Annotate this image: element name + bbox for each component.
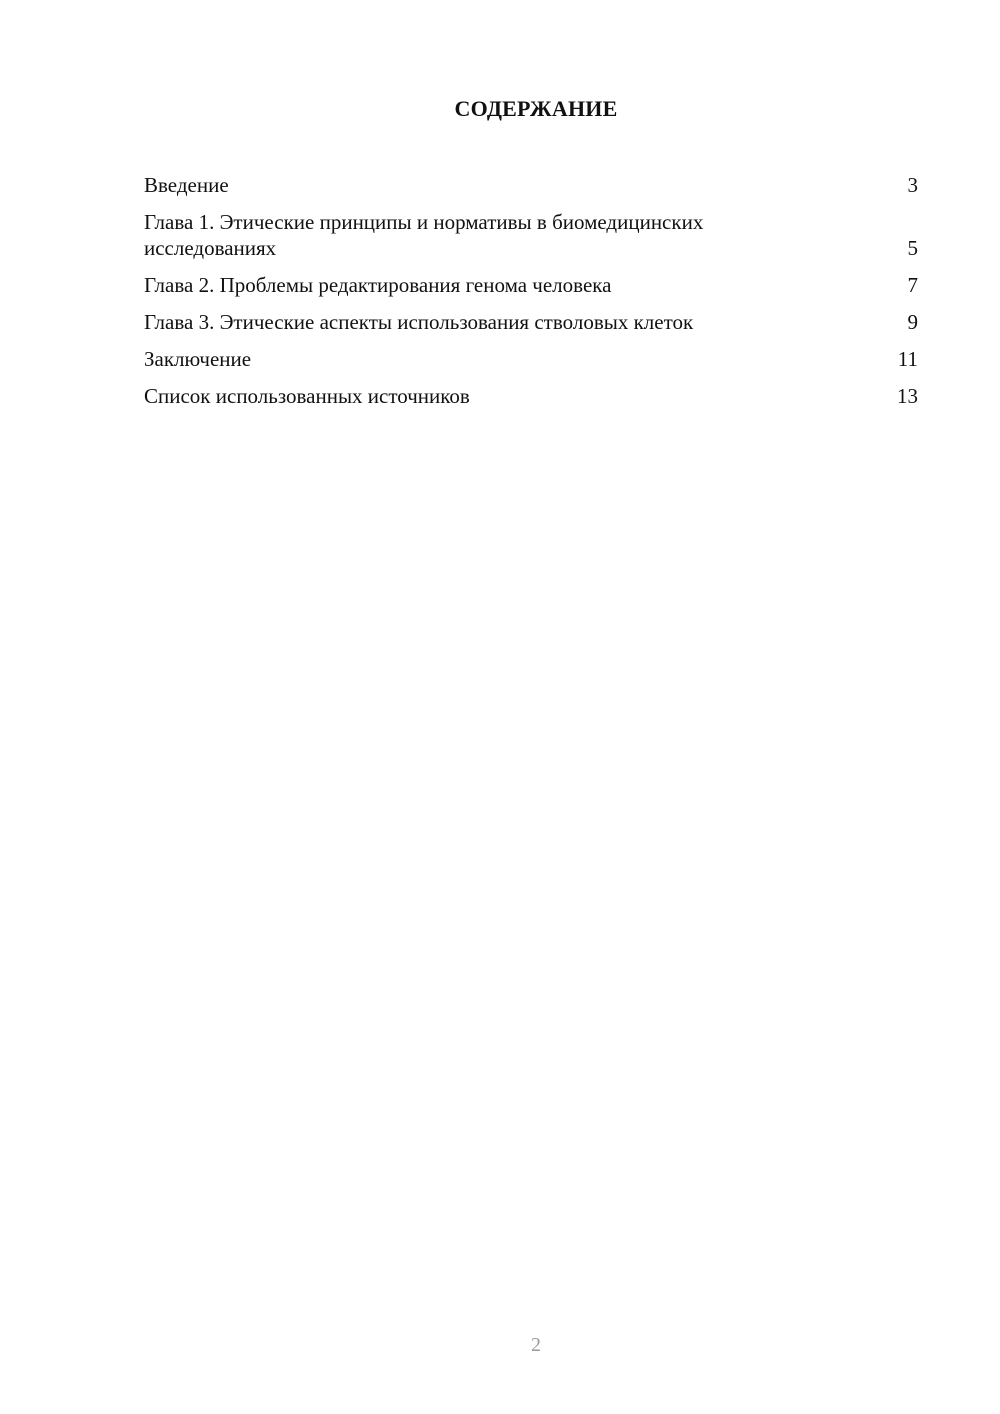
page-title: СОДЕРЖАНИЕ xyxy=(454,96,618,121)
toc-entry-chapter-2 xyxy=(144,272,918,298)
toc-entry-label: Список использованных источников xyxy=(144,384,470,408)
toc-entry-page: 3 xyxy=(907,173,918,197)
page-number: 2 xyxy=(531,1334,541,1356)
toc-entry-page: 11 xyxy=(897,347,918,371)
toc-entry-conclusion xyxy=(144,346,918,372)
toc-entry-page: 13 xyxy=(897,384,918,408)
toc-entry-label: Глава 2. Проблемы редактирования генома человека xyxy=(144,273,612,297)
toc-entry-introduction xyxy=(144,172,918,198)
toc-entry-label: Заключение xyxy=(144,347,252,371)
table-of-contents xyxy=(144,172,918,420)
toc-entry-page: 9 xyxy=(907,310,918,334)
toc-entry-page: 5 xyxy=(907,236,918,260)
toc-entry-page: 7 xyxy=(907,273,918,297)
toc-entry-label: Глава 3. Этические аспекты использования стволовых клеток xyxy=(144,310,694,334)
toc-entry-label: Введение xyxy=(144,173,229,197)
toc-entry-chapter-3 xyxy=(144,309,918,335)
toc-entry-chapter-1 xyxy=(144,209,918,261)
toc-entry-label: Глава 1. Этические принципы и нормативы в биомедицинских исследованиях xyxy=(144,210,704,260)
toc-entry-references xyxy=(144,383,918,409)
